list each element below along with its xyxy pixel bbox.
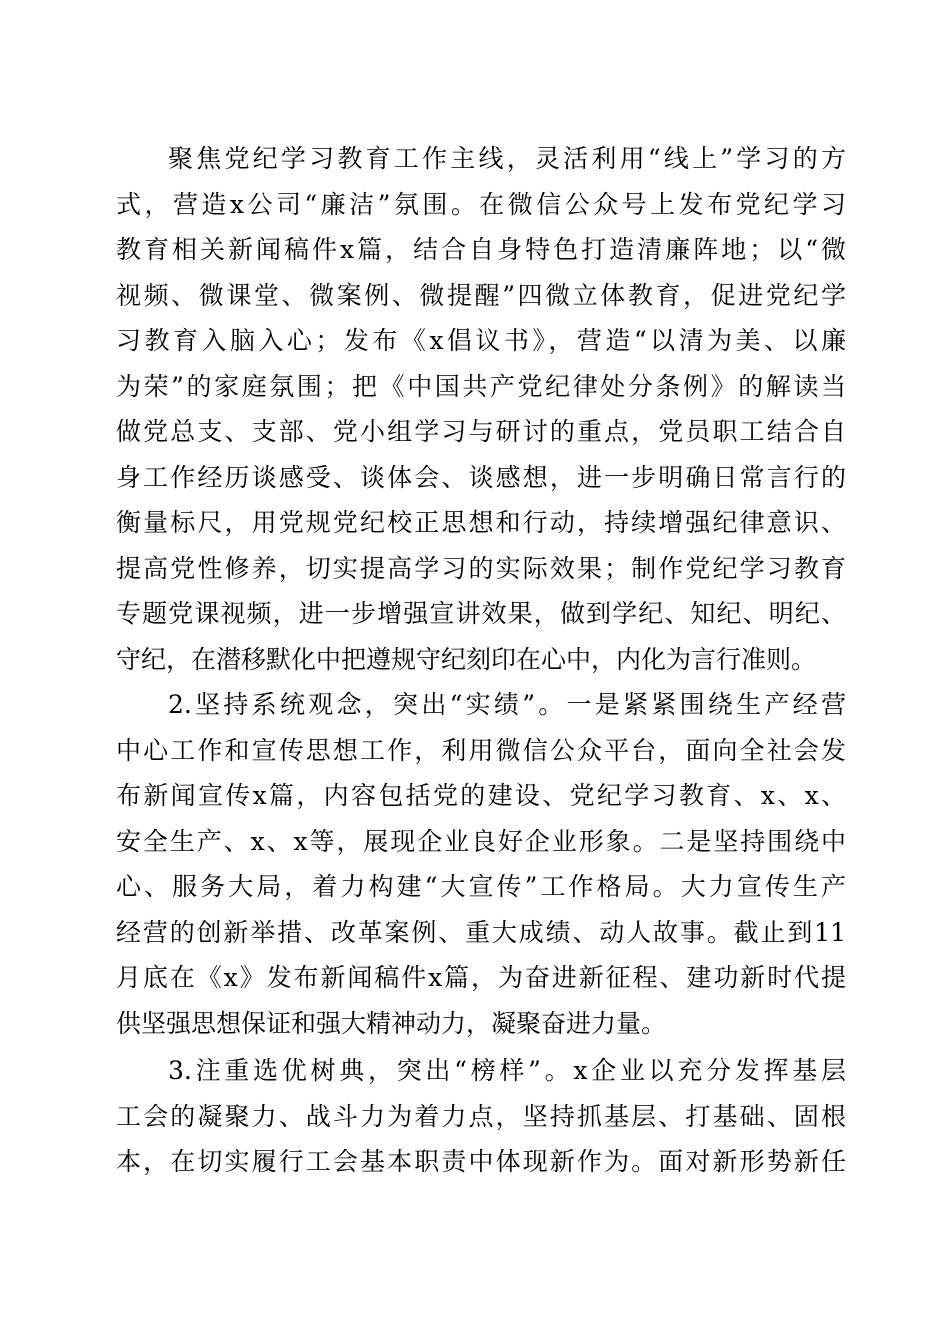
text-line: 身工作经历谈感受、谈体会、谈感想，进一步明确日常言行的 — [116, 462, 846, 492]
paragraph-section-3-role-models — [116, 1048, 846, 1185]
text-line: 供坚强思想保证和强大精神动力，凝聚奋进力量。 — [116, 1008, 667, 1038]
text-line: 衡量标尺，用党规党纪校正思想和行动，持续增强纪律意识、 — [116, 508, 846, 537]
text-line: 3.注重选优树典，突出“榜样”。x企业以充分发挥基层 — [168, 1056, 846, 1085]
text-line: 中心工作和宣传思想工作，利用微信公众平台，面向全社会发 — [116, 735, 846, 765]
text-line: 专题党课视频，进一步增强宣讲效果，做到学纪、知纪、明纪、 — [116, 599, 846, 628]
text-line: 守纪，在潜移默化中把遵规守纪刻印在心中，内化为言行准则。 — [116, 644, 817, 674]
paragraph-party-discipline-education — [116, 136, 846, 682]
text-line: 工会的凝聚力、战斗力为着力点，坚持抓基层、打基础、固根 — [116, 1101, 846, 1131]
text-line: 2.坚持系统观念，突出“实绩”。一是紧紧围绕生产经营 — [168, 690, 846, 719]
paragraph-section-2-achievements — [116, 682, 846, 1046]
text-line: 聚焦党纪学习教育工作主线，灵活利用“线上”学习的方 — [168, 144, 846, 173]
text-line: 为荣”的家庭氛围；把《中国共产党纪律处分条例》的解读当 — [116, 371, 846, 401]
text-line: 月底在《x》发布新闻稿件x篇，为奋进新征程、建功新时代提 — [116, 963, 846, 992]
text-line: 习教育入脑入心；发布《x倡议书》，营造“以清为美、以廉 — [116, 326, 846, 355]
document-body — [116, 136, 846, 1185]
text-line: 视频、微课堂、微案例、微提醒”四微立体教育，促进党纪学 — [116, 280, 846, 310]
text-line: 提高党性修养，切实提高学习的实际效果；制作党纪学习教育 — [116, 553, 846, 583]
text-line: 布新闻宣传x篇，内容包括党的建设、党纪学习教育、x、x、 — [116, 781, 846, 810]
text-line: 安全生产、x、x等，展现企业良好企业形象。二是坚持围绕中 — [116, 826, 846, 856]
text-line: 式，营造x公司“廉洁”氛围。在微信公众号上发布党纪学习 — [116, 189, 846, 219]
text-line: 经营的创新举措、改革案例、重大成绩、动人故事。截止到11 — [116, 917, 846, 947]
text-line: 做党总支、支部、党小组学习与研讨的重点，党员职工结合自 — [116, 417, 846, 446]
text-line: 本，在切实履行工会基本职责中体现新作为。面对新形势新任 — [116, 1147, 846, 1176]
text-line: 教育相关新闻稿件x篇，结合自身特色打造清廉阵地；以“微 — [116, 235, 846, 264]
text-line: 心、服务大局，着力构建“大宣传”工作格局。大力宣传生产 — [116, 872, 846, 901]
